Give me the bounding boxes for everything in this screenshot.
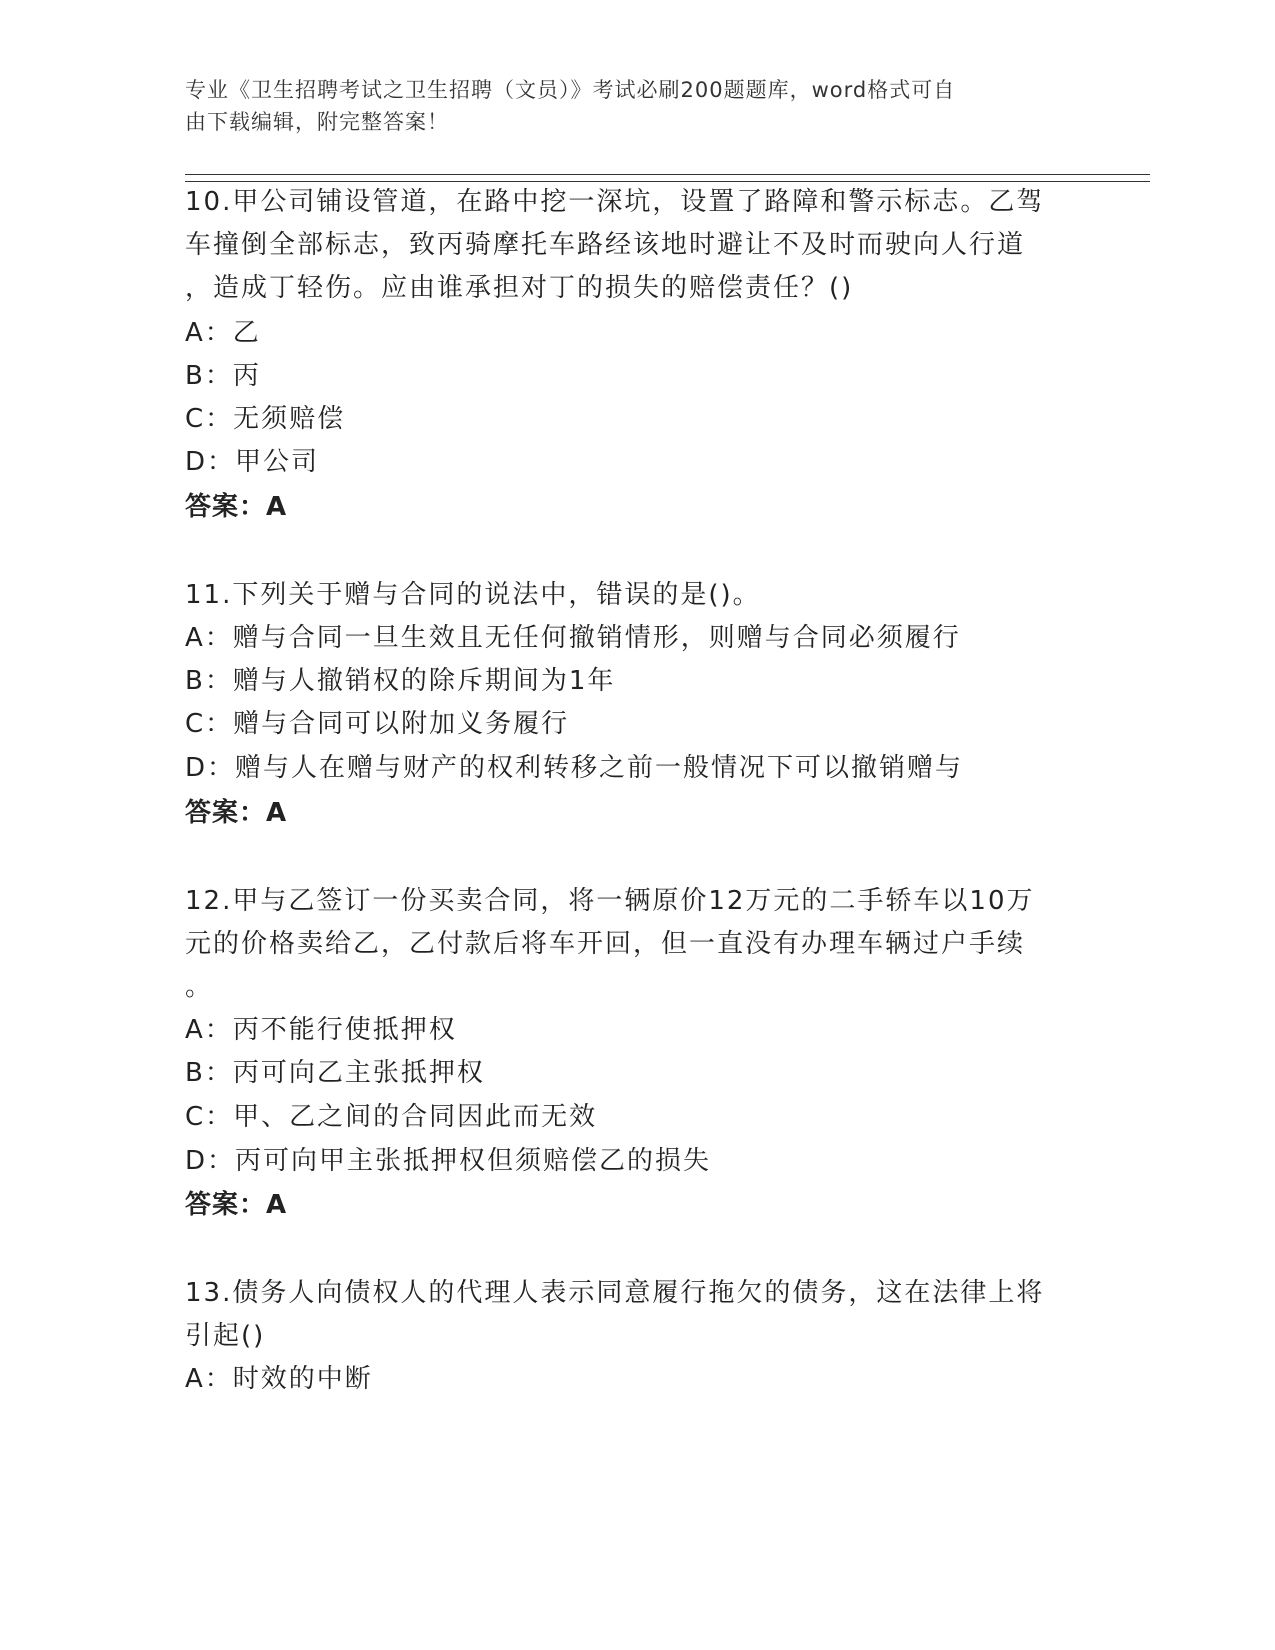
question-stem-line: ，造成丁轻伤。应由谁承担对丁的损失的赔偿责任？() xyxy=(185,273,854,303)
option-c: C：赠与合同可以附加义务履行 xyxy=(185,709,570,739)
option-a: A：赠与合同一旦生效且无任何撤销情形，则赠与合同必须履行 xyxy=(185,623,961,653)
option-d: D：甲公司 xyxy=(185,447,320,477)
option-d: D：丙可向甲主张抵押权但须赔偿乙的损失 xyxy=(185,1146,712,1176)
question-stem-line: 10.甲公司铺设管道，在路中挖一深坑，设置了路障和警示标志。乙驾 xyxy=(185,187,1045,217)
answer-label: 答案：A xyxy=(185,798,288,828)
header-line-2: 由下载编辑，附完整答案！ xyxy=(185,110,449,134)
option-c: C：无须赔偿 xyxy=(185,404,346,434)
option-a: A：丙不能行使抵押权 xyxy=(185,1015,457,1045)
option-b: B：丙 xyxy=(185,361,261,391)
question-stem-line: 元的价格卖给乙，乙付款后将车开回，但一直没有办理车辆过户手续 xyxy=(185,929,1026,959)
question-stem-line: 11.下列关于赠与合同的说法中，错误的是()。 xyxy=(185,580,761,610)
header-line-1: 专业《卫生招聘考试之卫生招聘（文员）》考试必刷200题题库，word格式可自 xyxy=(185,78,956,102)
question-stem-line: 。 xyxy=(185,972,214,1002)
question-stem-line: 13.债务人向债权人的代理人表示同意履行拖欠的债务，这在法律上将 xyxy=(185,1278,1045,1308)
question-stem-line: 12.甲与乙签订一份买卖合同，将一辆原价12万元的二手轿车以10万 xyxy=(185,886,1035,916)
header-divider-bottom xyxy=(185,181,1150,182)
question-stem-line: 车撞倒全部标志，致丙骑摩托车路经该地时避让不及时而驶向人行道 xyxy=(185,230,1026,260)
question-stem-line: 引起() xyxy=(185,1321,266,1351)
option-c: C：甲、乙之间的合同因此而无效 xyxy=(185,1102,598,1132)
option-b: B：丙可向乙主张抵押权 xyxy=(185,1058,485,1088)
header-divider-top xyxy=(185,174,1150,175)
answer-label: 答案：A xyxy=(185,1190,288,1220)
answer-label: 答案：A xyxy=(185,492,288,522)
option-a: A：时效的中断 xyxy=(185,1364,373,1394)
document-header xyxy=(185,74,1065,138)
option-a: A：乙 xyxy=(185,318,261,348)
option-d: D：赠与人在赠与财产的权利转移之前一般情况下可以撤销赠与 xyxy=(185,753,964,783)
option-b: B：赠与人撤销权的除斥期间为1年 xyxy=(185,666,616,696)
